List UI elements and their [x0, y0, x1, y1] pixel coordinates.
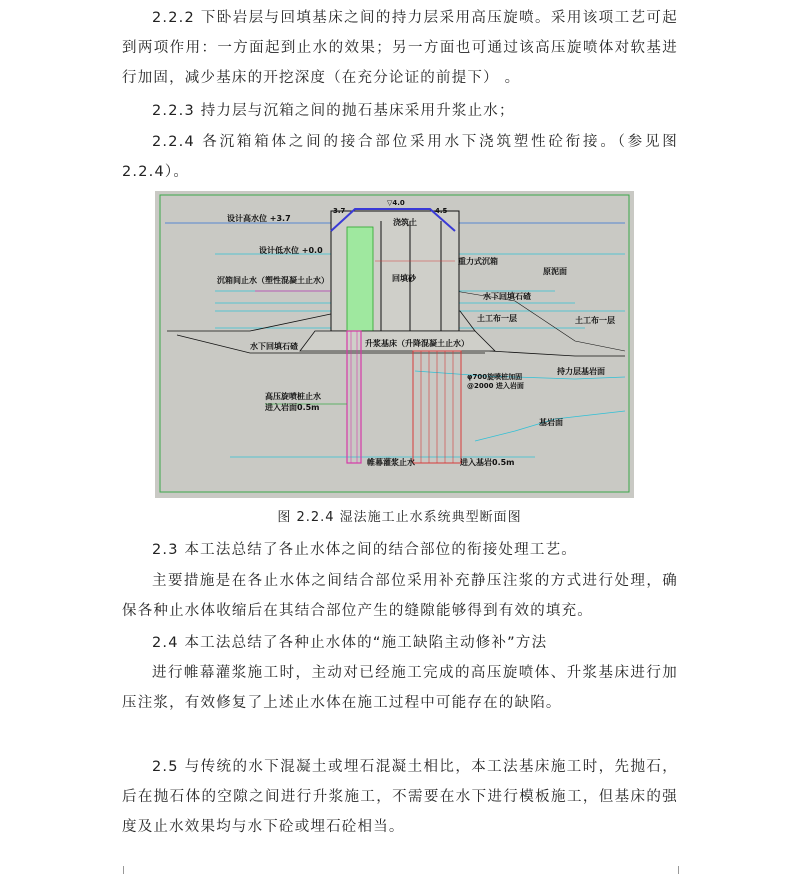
label-backfill-sand: 回填砂: [392, 274, 416, 283]
paragraph-2-2-2: 2.2.2 下卧岩层与回填基床之间的持力层采用高压旋喷。采用该项工艺可起到两项作用：一方面起到止水的效果；另一方面也可通过该高压旋喷体对软基进行加固，减少基床的开挖深度（在充分论证的前提下） 。: [122, 10, 678, 86]
figure-caption: 图 2.2.4 湿法施工止水系统典型断面图: [277, 510, 522, 525]
label-grout-bed: 升浆基床（升降混凝土止水）: [365, 339, 469, 348]
label-design-low: 设计低水位 +0.0: [259, 246, 323, 255]
label-hp-jet: 高压旋喷桩止水: [265, 392, 321, 401]
paragraph-2-4: 2.4 本工法总结了各种止水体的“施工缺陷主动修补”方法: [152, 635, 548, 651]
label-hp-jet-2: 进入岩面0.5m: [265, 403, 320, 412]
paragraph-2-2-3: 2.2.3 持力层与沉箱之间的抛石基床采用升浆止水；: [152, 103, 515, 119]
label-underwater-backfill-right: 水下回填石碴: [483, 292, 531, 301]
label-underwater-backfill-left: 水下回填石碴: [250, 342, 298, 351]
label-design-high: 设计高水位 +3.7: [227, 214, 291, 223]
label-geotextile-1: 土工布一层: [477, 314, 517, 323]
label-curtain-grout: 帷幕灌浆止水: [367, 458, 415, 467]
cross-section-figure: [155, 191, 634, 498]
label-bedrock: 基岩面: [539, 418, 563, 427]
label-right-mark: 4.5: [435, 207, 448, 215]
label-gravity-caisson: 重力式沉箱: [458, 257, 498, 266]
label-original-mud: 原泥面: [543, 267, 567, 276]
page-corner-mark-left: [115, 866, 124, 874]
label-jet-pile-2: @2000 进入岩面: [467, 382, 524, 390]
paragraph-2-4-detail: 进行帷幕灌浆施工时，主动对已经施工完成的高压旋喷体、升浆基床进行加压注浆，有效修复了上述止水体在施工过程中可能存在的缺陷。: [122, 665, 678, 711]
page-corner-mark-right: [678, 866, 687, 874]
paragraph-2-3-detail: 主要措施是在各止水体之间结合部位采用补充静压注浆的方式进行处理，确保各种止水体收缩后在其结合部位产生的缝隙能够得到有效的填充。: [122, 573, 678, 619]
label-jet-pile: φ700旋喷桩加固: [467, 373, 523, 381]
label-caisson-joint: 沉箱间止水（塑性混凝土止水）: [217, 276, 329, 285]
paragraph-2-2-4: 2.2.4 各沉箱箱体之间的接合部位采用水下浇筑塑性砼衔接。（参见图2.2.4）。: [122, 134, 678, 180]
paragraph-2-5: 2.5 与传统的水下混凝土或埋石混凝土相比，本工法基床施工时，先抛石，后在抛石体的空隙之间进行升浆施工，不需要在水下进行模板施工，但基床的强度及止水效果均与水下砼或埋石砼相当。: [122, 759, 678, 835]
cross-section-drawing: [155, 191, 634, 498]
label-cast-concrete: 浇筑土: [393, 218, 417, 227]
label-bearing-layer: 持力层基岩面: [557, 367, 605, 376]
label-into-rock: 进入基岩0.5m: [460, 458, 515, 467]
label-geotextile-2: 土工布一层: [575, 316, 615, 325]
label-left-mark: 3.7: [333, 207, 346, 215]
paragraph-2-3: 2.3 本工法总结了各止水体之间的结合部位的衔接处理工艺。: [152, 542, 577, 558]
label-top-mark: ▽4.0: [387, 199, 405, 207]
